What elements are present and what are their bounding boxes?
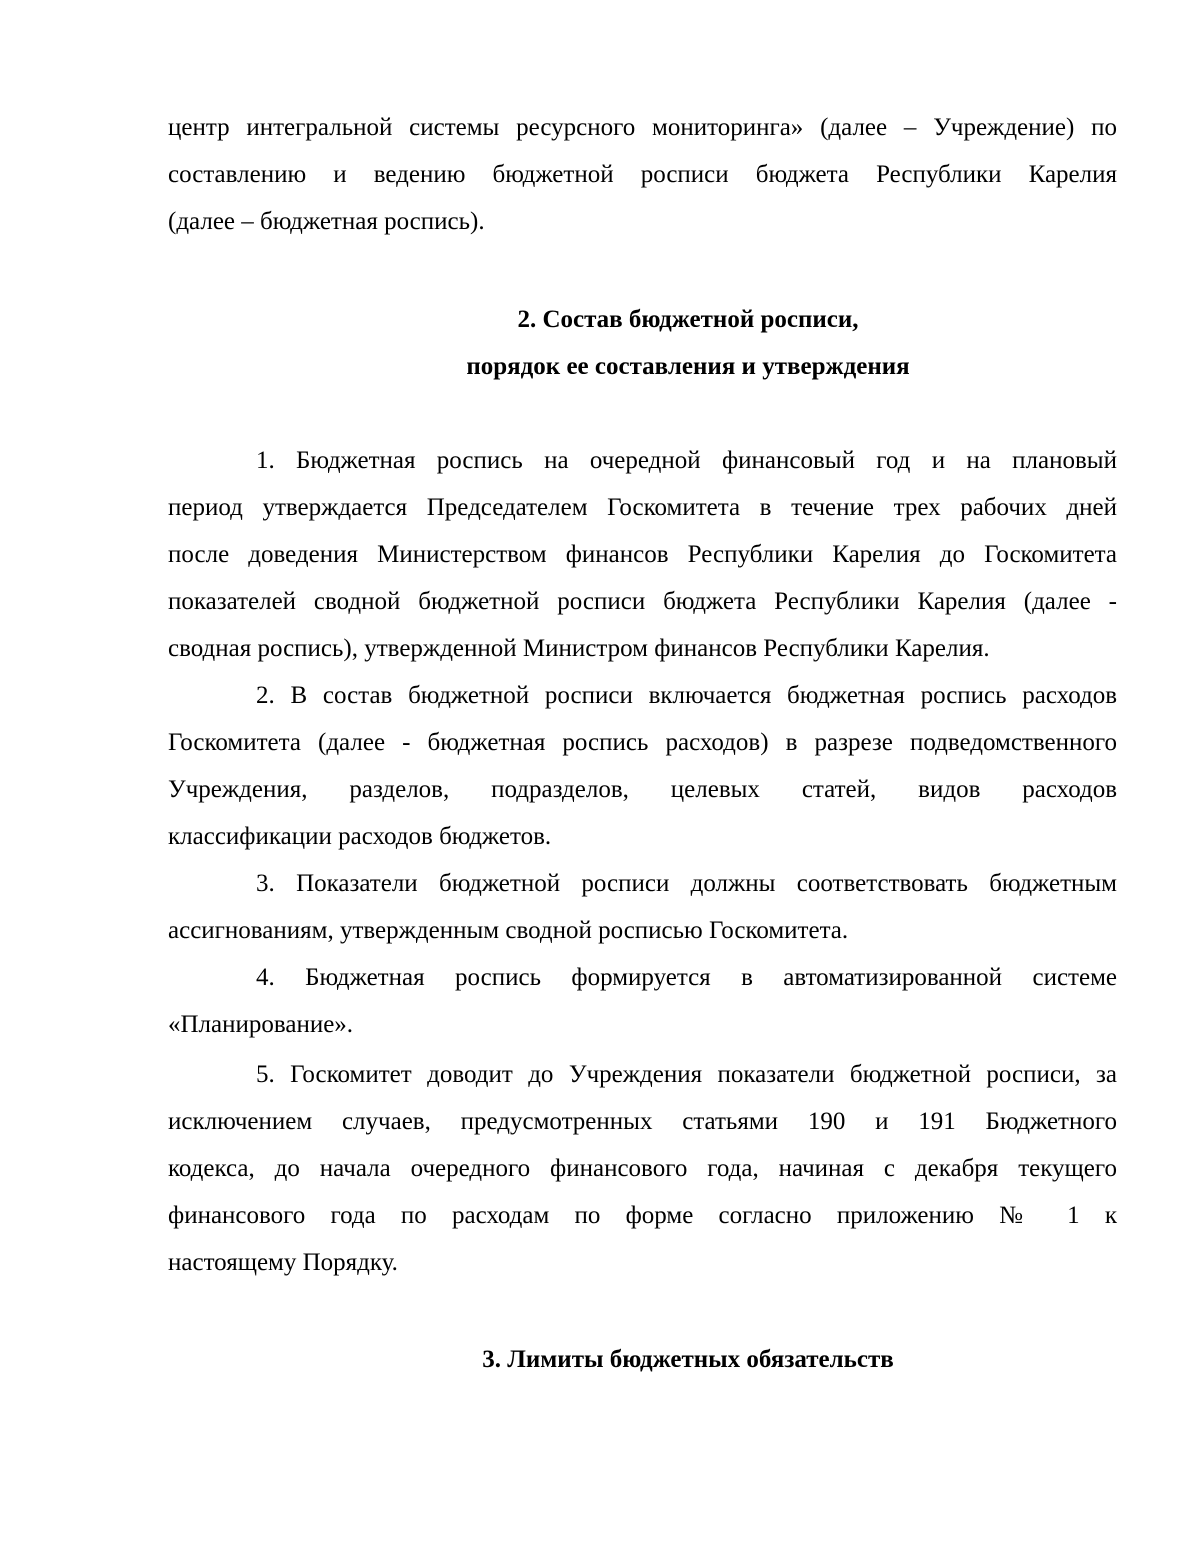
- text-line: составлению и ведению бюджетной росписи бюджета Республики Карелия: [168, 161, 1117, 188]
- paragraph-4: [168, 954, 1117, 1048]
- section-3-heading: [168, 1336, 1200, 1383]
- text-line: 1. Бюджетная роспись на очередной финансовый год и на плановый: [256, 447, 1117, 474]
- text-line: Госкомитета (далее - бюджетная роспись расходов) в разрезе подведомственного: [168, 729, 1117, 756]
- paragraph-3: [168, 860, 1117, 954]
- text-line: финансового года по расходам по форме согласно приложению № 1 к: [168, 1202, 1117, 1229]
- heading-line: порядок ее составления и утверждения: [466, 353, 910, 380]
- text-line: кодекса, до начала очередного финансового года, начиная с декабря текущего: [168, 1155, 1117, 1182]
- text-line: период утверждается Председателем Госкомитета в течение трех рабочих дней: [168, 494, 1117, 521]
- text-line: исключением случаев, предусмотренных статьями 190 и 191 Бюджетного: [168, 1108, 1117, 1135]
- intro-paragraph: [168, 104, 1117, 245]
- text-line: ассигнованиям, утвержденным сводной росписью Госкомитета.: [168, 917, 849, 944]
- text-line: 2. В состав бюджетной росписи включается бюджетная роспись расходов: [256, 682, 1117, 709]
- heading-line: 2. Состав бюджетной росписи,: [517, 306, 859, 333]
- text-line: после доведения Министерством финансов Республики Карелия до Госкомитета: [168, 541, 1117, 568]
- text-line: «Планирование».: [168, 1011, 354, 1038]
- paragraph-5: [168, 1051, 1117, 1286]
- text-line: (далее – бюджетная роспись).: [168, 208, 485, 235]
- text-line: сводная роспись), утвержденной Министром финансов Республики Карелия.: [168, 635, 990, 662]
- heading-line: 3. Лимиты бюджетных обязательств: [482, 1346, 894, 1373]
- paragraph-2: [168, 672, 1117, 860]
- text-line: центр интегральной системы ресурсного мониторинга» (далее – Учреждение) по: [168, 114, 1117, 141]
- text-line: 3. Показатели бюджетной росписи должны соответствовать бюджетным: [256, 870, 1117, 897]
- section-2-heading: [168, 296, 1200, 390]
- text-line: классификации расходов бюджетов.: [168, 823, 552, 850]
- text-line: показателей сводной бюджетной росписи бюджета Республики Карелия (далее -: [168, 588, 1117, 615]
- text-line: Учреждения, разделов, подразделов, целевых статей, видов расходов: [168, 776, 1117, 803]
- text-line: 4. Бюджетная роспись формируется в автоматизированной системе: [256, 964, 1117, 991]
- text-line: 5. Госкомитет доводит до Учреждения показатели бюджетной росписи, за: [256, 1061, 1117, 1088]
- paragraph-1: [168, 437, 1117, 672]
- text-line: настоящему Порядку.: [168, 1249, 398, 1276]
